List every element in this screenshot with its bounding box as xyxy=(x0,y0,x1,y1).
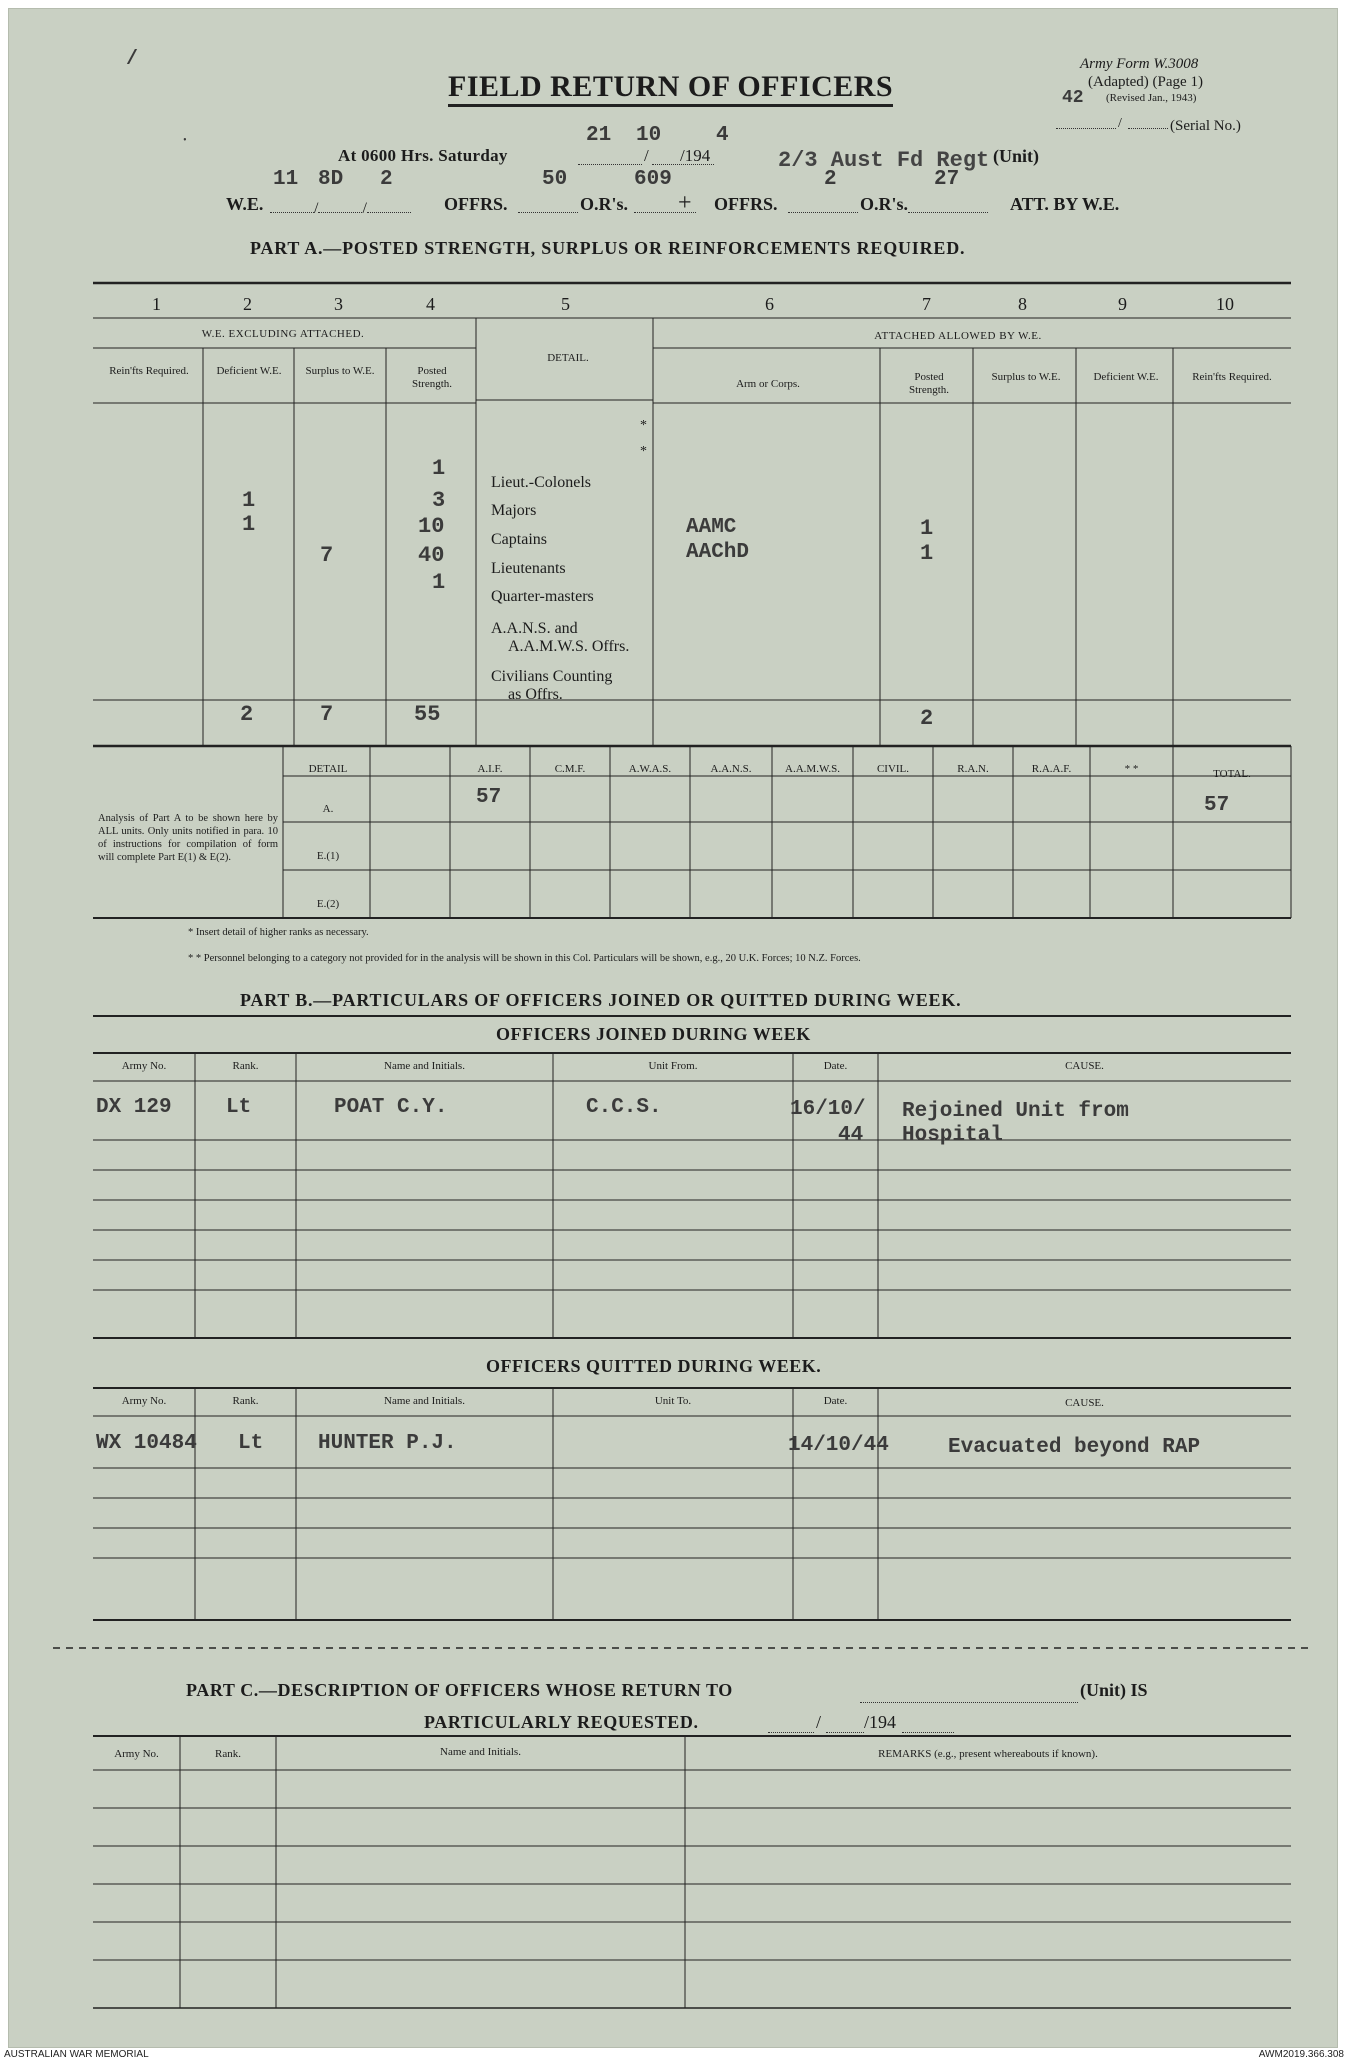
footer-right: AWM2019.366.308 xyxy=(1258,2049,1344,2060)
offrs-value: 50 xyxy=(542,168,568,191)
date-year-prefix: /194 xyxy=(680,146,711,165)
joined-cause-1: Rejoined Unit from xyxy=(902,1100,1129,1123)
total-surplus: 7 xyxy=(320,702,334,727)
part-c-title-2: PARTICULARLY REQUESTED. xyxy=(424,1712,699,1732)
part-c-header-remarks: REMARKS (e.g., present whereabouts if known). xyxy=(878,1748,1098,1760)
part-c-year: /194 xyxy=(864,1712,897,1732)
analysis-row-a: A. xyxy=(322,803,334,815)
att-posted-aachd: 1 xyxy=(920,541,934,566)
part-b-title: PART B.—PARTICULARS OF OFFICERS JOINED OR QUITTED DURING WEEK. xyxy=(240,990,962,1010)
quitted-rank: Lt xyxy=(238,1432,264,1455)
col-number-9: 9 xyxy=(1118,294,1127,314)
asterisk-1: * xyxy=(640,418,647,433)
arm-aachd: AAChD xyxy=(686,541,750,564)
analysis-header-cmf: C.M.F. xyxy=(554,763,586,775)
detail-aans: A.A.N.S. and xyxy=(491,620,578,637)
att-reinfts-header: Rein'fts Required. xyxy=(1192,371,1272,383)
surplus-lieutenants: 7 xyxy=(320,543,334,568)
col-number-7: 7 xyxy=(922,294,931,314)
att-ors-value: 27 xyxy=(934,168,960,191)
we-excluding-header: W.E. EXCLUDING ATTACHED. xyxy=(201,328,365,340)
joined-header-army-no: Army No. xyxy=(121,1060,167,1072)
col-number-6: 6 xyxy=(765,294,774,314)
form-adapted: (Adapted) (Page 1) xyxy=(1088,74,1203,90)
serial-value: 42 xyxy=(1062,88,1084,108)
we-label: W.E. xyxy=(226,194,264,214)
detail-lieutenants: Lieutenants xyxy=(491,560,566,577)
part-c-header-rank: Rank. xyxy=(215,1748,241,1760)
quitted-header-army-no: Army No. xyxy=(121,1395,167,1407)
posted-captains: 10 xyxy=(418,514,445,539)
form-sheet: / FIELD RETURN OF OFFICERS Army Form W.3008 (Adapted) (Page 1) (Revised Jan., 1943) 42 / (Serial No.) ⸳ At 0600 Hrs. Saturday 21 / 10 /194 4 2/3 Aust Fd Regt (Unit) W.E. 11 8D 2 / / OFFRS. 50 O.R's. 609 + OFFRS. 2 O.R's. 27 ATT. BY W.E. PART A.—POSTED STRENGTH, SURPLUS OR REINFORCEMENTS REQUIRED. 1 2 3 4 5 6 7 8 9 10 W.E. EXCLUDING ATTACHED. ATTACHED ALLOWED BY W.E. DETAIL. Rein'fts Required. Deficient W.E. Surplus to W.E. Posted Strength. Arm or Corps. Posted Strength. Surplus to W.E. Deficient W.E. Rein'fts Required. * * Lieut.-Colonels Majors Captains Lieutenants Quarter-masters A.A.N.S. and A.A.M.W.S. Offrs. Civilians Counting as Offrs. 1 3 10 40 1 1 1 7 AAMC AAChD 1 1 2 7 55 2 Analysis of Part A to be shown here by ALL units. Only units notified in para. 10 of instructions for compilation of form will complete Part E(1) & E(2). DETAIL A.I.F. C.M.F. A.W.A.S. A.A.N.S. A.A.M.W.S. CIVIL. R.A.N. R.A.A.F. * * TOTAL. A. E.(1) E.(2) 57 57 * Insert detail of higher ranks as necessary. * * Personnel belonging to a category not provided for in the analysis will be shown in this Col. Particulars will be shown, e.g., 20 U.K. Forces; 10 N.Z. Forces. PART B.—PARTICULARS OF OFFICERS JOINED OR QUITTED DURING WEEK. OFFICERS JOINED DURING WEEK Army No. Rank. Name and Initials. Unit From. Date. CAUSE. DX 129 Lt POAT C.Y. C.C.S. 16/10/ 44 Rejoined Unit from Hospital OFFICERS QUITTED DURING WEEK. Army No. Rank. Name and Initials. Unit To. Date. CAUSE. WX 10484 Lt HUNTER P.J. 14/10/44 Evacuated beyond RAP PART C.—DESCRIPTION OF OFFICERS WHOSE RETURN TO (Unit) IS PARTICULARLY REQUESTED. / /194 Army No. Rank. Name and Initials. REMARKS (e.g., present whereabouts if known). xyxy=(8,8,1338,2048)
attached-allowed-header: ATTACHED ALLOWED BY W.E. xyxy=(874,330,1042,342)
att-posted-aamc: 1 xyxy=(920,516,934,541)
date-slash: / xyxy=(644,146,649,165)
detail-captains: Captains xyxy=(491,531,547,548)
footnote-1: * Insert detail of higher ranks as necessary. xyxy=(188,927,369,938)
joined-rank: Lt xyxy=(226,1096,252,1119)
detail-majors: Majors xyxy=(491,502,537,519)
quitted-header-cause: CAUSE. xyxy=(1065,1397,1104,1409)
detail-header: DETAIL. xyxy=(547,352,589,364)
col-number-10: 10 xyxy=(1216,294,1234,314)
we-value-2: 8D xyxy=(318,168,344,191)
att-label: ATT. BY W.E. xyxy=(1010,194,1120,214)
joined-date-2: 44 xyxy=(838,1124,864,1147)
quitted-header-date: Date. xyxy=(823,1395,848,1407)
joined-cause-2: Hospital xyxy=(902,1124,1003,1147)
joined-date-1: 16/10/ xyxy=(790,1098,866,1121)
margin-mark: ⸳ xyxy=(183,131,187,147)
col-number-2: 2 xyxy=(243,294,252,314)
unit-value: 2/3 Aust Fd Regt xyxy=(778,148,990,173)
quitted-title: OFFICERS QUITTED DURING WEEK. xyxy=(486,1356,822,1376)
part-c-unit-label: (Unit) IS xyxy=(1080,1680,1148,1700)
part-c-header-army-no: Army No. xyxy=(114,1748,159,1760)
at-label: At 0600 Hrs. Saturday xyxy=(338,146,508,165)
col-number-1: 1 xyxy=(152,294,161,314)
we-value-3: 2 xyxy=(380,168,393,191)
joined-header-cause: CAUSE. xyxy=(1065,1060,1104,1072)
deficient-majors: 1 xyxy=(242,488,256,513)
analysis-header-aif: A.I.F. xyxy=(477,763,503,775)
analysis-aif-a: 57 xyxy=(476,786,502,809)
detail-quarter-masters: Quarter-masters xyxy=(491,588,594,605)
joined-header-rank: Rank. xyxy=(232,1060,259,1072)
plus-sign: + xyxy=(678,190,692,216)
posted-majors: 3 xyxy=(432,488,446,513)
analysis-header-other: * * xyxy=(1124,763,1139,775)
joined-name: POAT C.Y. xyxy=(334,1096,448,1119)
part-c-title-1: PART C.—DESCRIPTION OF OFFICERS WHOSE RETURN TO xyxy=(186,1680,733,1700)
total-deficient: 2 xyxy=(240,702,254,727)
analysis-row-e1: E.(1) xyxy=(316,850,340,862)
form-number: Army Form W.3008 xyxy=(1080,56,1199,72)
analysis-header-ran: R.A.N. xyxy=(957,763,989,775)
form-title: FIELD RETURN OF OFFICERS xyxy=(448,70,893,107)
joined-title: OFFICERS JOINED DURING WEEK xyxy=(496,1024,811,1044)
date-month: 10 xyxy=(636,124,662,147)
serial-slash: / xyxy=(1118,116,1122,131)
detail-aamws: A.A.M.W.S. Offrs. xyxy=(508,638,630,655)
part-a-title: PART A.—POSTED STRENGTH, SURPLUS OR REINFORCEMENTS REQUIRED. xyxy=(250,238,966,258)
posted-lieutenants: 40 xyxy=(418,543,445,568)
tick-mark: / xyxy=(126,48,139,71)
footnote-2: * * Personnel belonging to a category not provided for in the analysis will be shown in this Col. Particulars will be shown, e.g., 20 U.K. Forces; 10 N.Z. Forces. xyxy=(188,953,861,964)
joined-unit: C.C.S. xyxy=(586,1096,662,1119)
analysis-header-civil: CIVIL. xyxy=(876,763,910,775)
analysis-note: Analysis of Part A to be shown here by ALL units. Only units notified in para. 10 of instructions for compilation of form will complete Part E(1) & E(2). xyxy=(98,813,278,863)
quitted-header-unit: Unit To. xyxy=(654,1395,692,1407)
att-offrs-label: OFFRS. xyxy=(714,194,778,214)
ors-value: 609 xyxy=(634,168,672,191)
asterisk-2: * xyxy=(640,444,647,459)
col-number-4: 4 xyxy=(426,294,435,314)
analysis-header-awas: A.W.A.S. xyxy=(628,763,672,775)
att-posted-header: Posted Strength. xyxy=(908,371,950,396)
deficient-captains: 1 xyxy=(242,512,256,537)
joined-header-date: Date. xyxy=(823,1060,848,1072)
form-revised: (Revised Jan., 1943) xyxy=(1106,92,1197,104)
arm-header: Arm or Corps. xyxy=(736,378,800,390)
analysis-header-aans: A.A.N.S. xyxy=(710,763,752,775)
quitted-name: HUNTER P.J. xyxy=(318,1432,457,1455)
detail-as-offrs: as Offrs. xyxy=(508,686,563,703)
col-number-8: 8 xyxy=(1018,294,1027,314)
part-c-date-slash: / xyxy=(816,1712,822,1732)
total-posted: 55 xyxy=(414,702,441,727)
quitted-cause: Evacuated beyond RAP xyxy=(948,1436,1201,1459)
analysis-header-aamws: A.A.M.W.S. xyxy=(785,763,840,775)
date-day: 21 xyxy=(586,124,612,147)
quitted-header-name: Name and Initials. xyxy=(384,1395,465,1407)
footer-left: AUSTRALIAN WAR MEMORIAL xyxy=(4,2049,149,2060)
att-ors-label: O.R's. xyxy=(860,194,909,214)
ors-label: O.R's. xyxy=(580,194,629,214)
joined-header-name: Name and Initials. xyxy=(384,1060,465,1072)
quitted-date: 14/10/44 xyxy=(788,1434,889,1457)
date-year: 4 xyxy=(716,124,729,147)
joined-header-unit: Unit From. xyxy=(648,1060,698,1072)
joined-army-no: DX 129 xyxy=(96,1096,172,1119)
offrs-label: OFFRS. xyxy=(444,194,508,214)
unit-label: (Unit) xyxy=(993,146,1039,166)
analysis-total-a: 57 xyxy=(1204,794,1230,817)
surplus-header: Surplus to W.E. xyxy=(305,365,375,377)
we-value-1: 11 xyxy=(273,168,299,191)
analysis-header-total: TOTAL. xyxy=(1213,768,1251,780)
total-att-posted: 2 xyxy=(920,706,934,731)
analysis-header-raaf: R.A.A.F. xyxy=(1031,763,1072,775)
deficient-header: Deficient W.E. xyxy=(216,365,282,377)
serial-label: (Serial No.) xyxy=(1170,118,1241,134)
analysis-header-detail: DETAIL xyxy=(308,763,348,775)
quitted-army-no: WX 10484 xyxy=(96,1432,197,1455)
quitted-header-rank: Rank. xyxy=(232,1395,259,1407)
detail-lieut-colonels: Lieut.-Colonels xyxy=(491,474,591,491)
arm-aamc: AAMC xyxy=(686,516,737,539)
posted-header: Posted Strength. xyxy=(411,365,453,390)
att-deficient-header: Deficient W.E. xyxy=(1093,371,1159,383)
part-c-header-name: Name and Initials. xyxy=(440,1746,521,1758)
posted-qm: 1 xyxy=(432,570,446,595)
analysis-row-e2: E.(2) xyxy=(316,898,340,910)
reinfts-header: Rein'fts Required. xyxy=(109,365,189,377)
detail-civilians: Civilians Counting xyxy=(491,668,613,685)
col-number-5: 5 xyxy=(561,294,570,314)
col-number-3: 3 xyxy=(334,294,343,314)
att-surplus-header: Surplus to W.E. xyxy=(991,371,1061,383)
posted-lt-col: 1 xyxy=(432,456,446,481)
att-offrs-value: 2 xyxy=(824,168,837,191)
